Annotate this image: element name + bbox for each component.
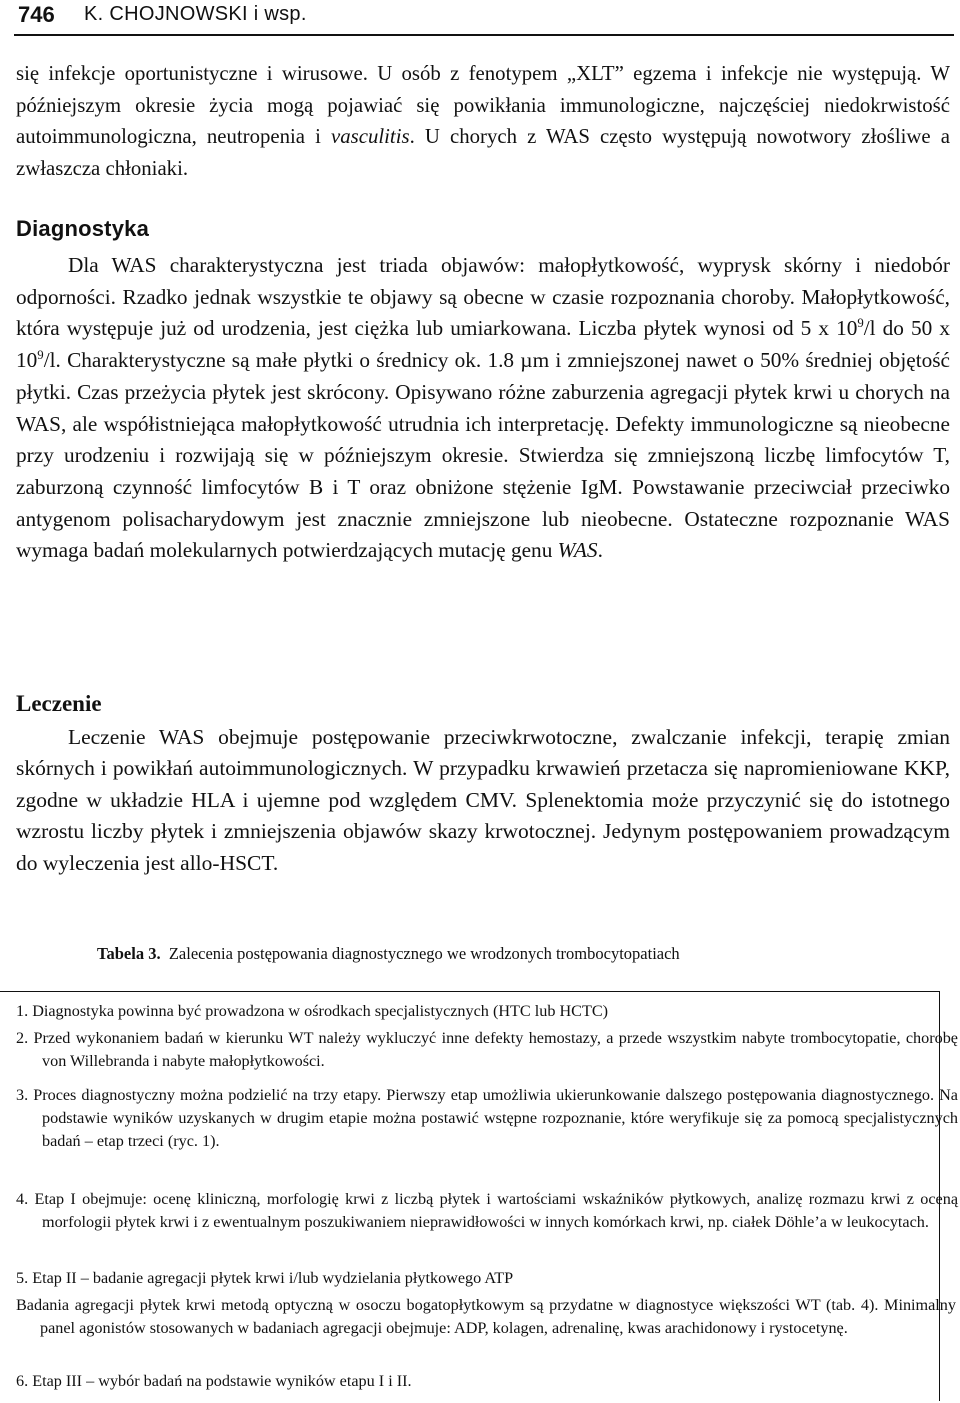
table-row: 3. Proces diagnostyczny można podzielić na trzy etapy. Pierwszy etap umożliwia ukierunkowanie dalszego postępowania diagnostycznego. Na podstawie wyników uzyskanych w drugim etapie można postawić wstępne rozpoznanie, które weryfikuje się za pomocą specjalistycznych badań – etap trzeci (ryc. 1).: [16, 1086, 958, 1151]
gene-name-italic: WAS: [557, 538, 598, 563]
page-number: 746: [18, 2, 55, 27]
running-head: K. CHOJNOWSKI i wsp.: [84, 3, 307, 25]
recommendations-table: [0, 991, 958, 1401]
section-heading-diagnostyka: Diagnostyka: [16, 216, 150, 241]
section-heading-leczenie: Leczenie: [16, 691, 102, 716]
superscript: 9: [37, 348, 44, 363]
page-header: [14, 0, 954, 36]
table-row: 4. Etap I obejmuje: ocenę kliniczną, morfologię krwi z liczbą płytek i wartościami wskaźników płytkowych, analizę rozmazu krwi z oceną morfologii płytek krwi i z ewentualnym poszukiwaniem nieprawidłowości w innych komórkach krwi, np. ciałek Döhle’a w leukocytach.: [16, 1190, 958, 1232]
table-row: 2. Przed wykonaniem badań w kierunku WT należy wykluczyć inne defekty hemostazy, a przede wszystkim nabyte trombocytopatie, chorobę von Willebranda i nabyte małopłytkowości.: [16, 1029, 958, 1071]
diag-text-a: Dla WAS charakterystyczna jest triada objawów: małopłytkowość, wyprysk skórny i niedobór odporności. Rzadko jednak wszystkie te objawy są obecne w czasie rozpoznania choroby. Małopłytkowość, która występuje już od urodzenia, jest ciężka lub umiarkowana. Liczba płytek wynosi od 5 x 10: [16, 253, 950, 341]
table-row: 5. Etap II – badanie agregacji płytek krwi i/lub wydzielania płytkowego ATP: [16, 1269, 514, 1287]
table-row: Badania agregacji płytek krwi metodą optyczną w osoczu bogatopłytkowym są przydatne w diagnostyce większości WT (tab. 4). Minimalny panel agonistów stosowanych w badaniach agregacji obejmuje: ADP, kolagen, adrenalinę, kwas arachidonowy i rystocetynę.: [16, 1296, 956, 1338]
diagnostyka-paragraph: [16, 250, 950, 567]
intro-text-end: . U chorych z WAS często występują nowotwory złośliwe a zwłaszcza chłoniaki.: [16, 125, 950, 180]
intro-text: się infekcje oportunistyczne i wirusowe. U osób z fenotypem „XLT” egzema i infekcje nie występują. W późniejszym okresie życia mogą pojawiać się powikłania immunologiczne, najczęściej niedokrwistość autoimmunologiczna, neutropenia i: [16, 62, 950, 148]
table-row: 1. Diagnostyka powinna być prowadzona w ośrodkach specjalistycznych (HTC lub HCTC): [16, 1002, 609, 1020]
table-caption-label: Tabela 3.: [97, 944, 161, 963]
superscript: 9: [857, 316, 864, 331]
leczenie-paragraph: [16, 722, 950, 879]
diag-text-d: .: [597, 538, 603, 563]
table-caption-text: Zalecenia postępowania diagnostycznego we wrodzonych trombocytopatiach: [168, 944, 680, 963]
diag-text-b: /l do 50 x 10: [16, 316, 950, 373]
intro-italic-term: vasculitis: [331, 125, 410, 148]
table-row: 6. Etap III – wybór badań na podstawie wyników etapu I i II.: [16, 1372, 412, 1390]
intro-paragraph: [16, 58, 950, 184]
table-caption: [97, 944, 680, 964]
leczenie-text: Leczenie WAS obejmuje postępowanie przeciwkrwotoczne, zwalczanie infekcji, terapię zmian skórnych i powikłań autoimmunologicznych. W przypadku krwawień przetacza się napromieniowane KKP, zgodne w układzie HLA i ujemne pod względem CMV. Splenektomia może przyczynić się do istotnego wzrostu liczby płytek i zmniejszenia objawów skazy krwotocznej. Jedynym postępowaniem prowadzącym do wyleczenia jest allo-HSCT.: [16, 725, 950, 875]
diag-text-c: /l. Charakterystyczne są małe płytki o średnicy ok. 1.8 µm i zmniejszonej nawet o 50% średniej objętość płytki. Czas przeżycia płytek jest skrócony. Opisywano różne zaburzenia agregacji płytek krwi u chorych na WAS, ale współistniejąca małopłytkowość utrudnia ich interpretację. Defekty immunologiczne są nieobecne przy urodzeniu i rozwijają się w późniejszym okresie. Stwierdza się zmniejszoną liczbę limfocytów T, zaburzoną czynność limfocytów B i T oraz obniżone stężenie IgM. Powstawanie przeciwciał przeciwko antygenom polisacharydowym jest znacznie zmniejszone lub nieobecne. Ostateczne rozpoznanie WAS wymaga badań molekularnych potwierdzających mutację genu: [16, 348, 950, 563]
